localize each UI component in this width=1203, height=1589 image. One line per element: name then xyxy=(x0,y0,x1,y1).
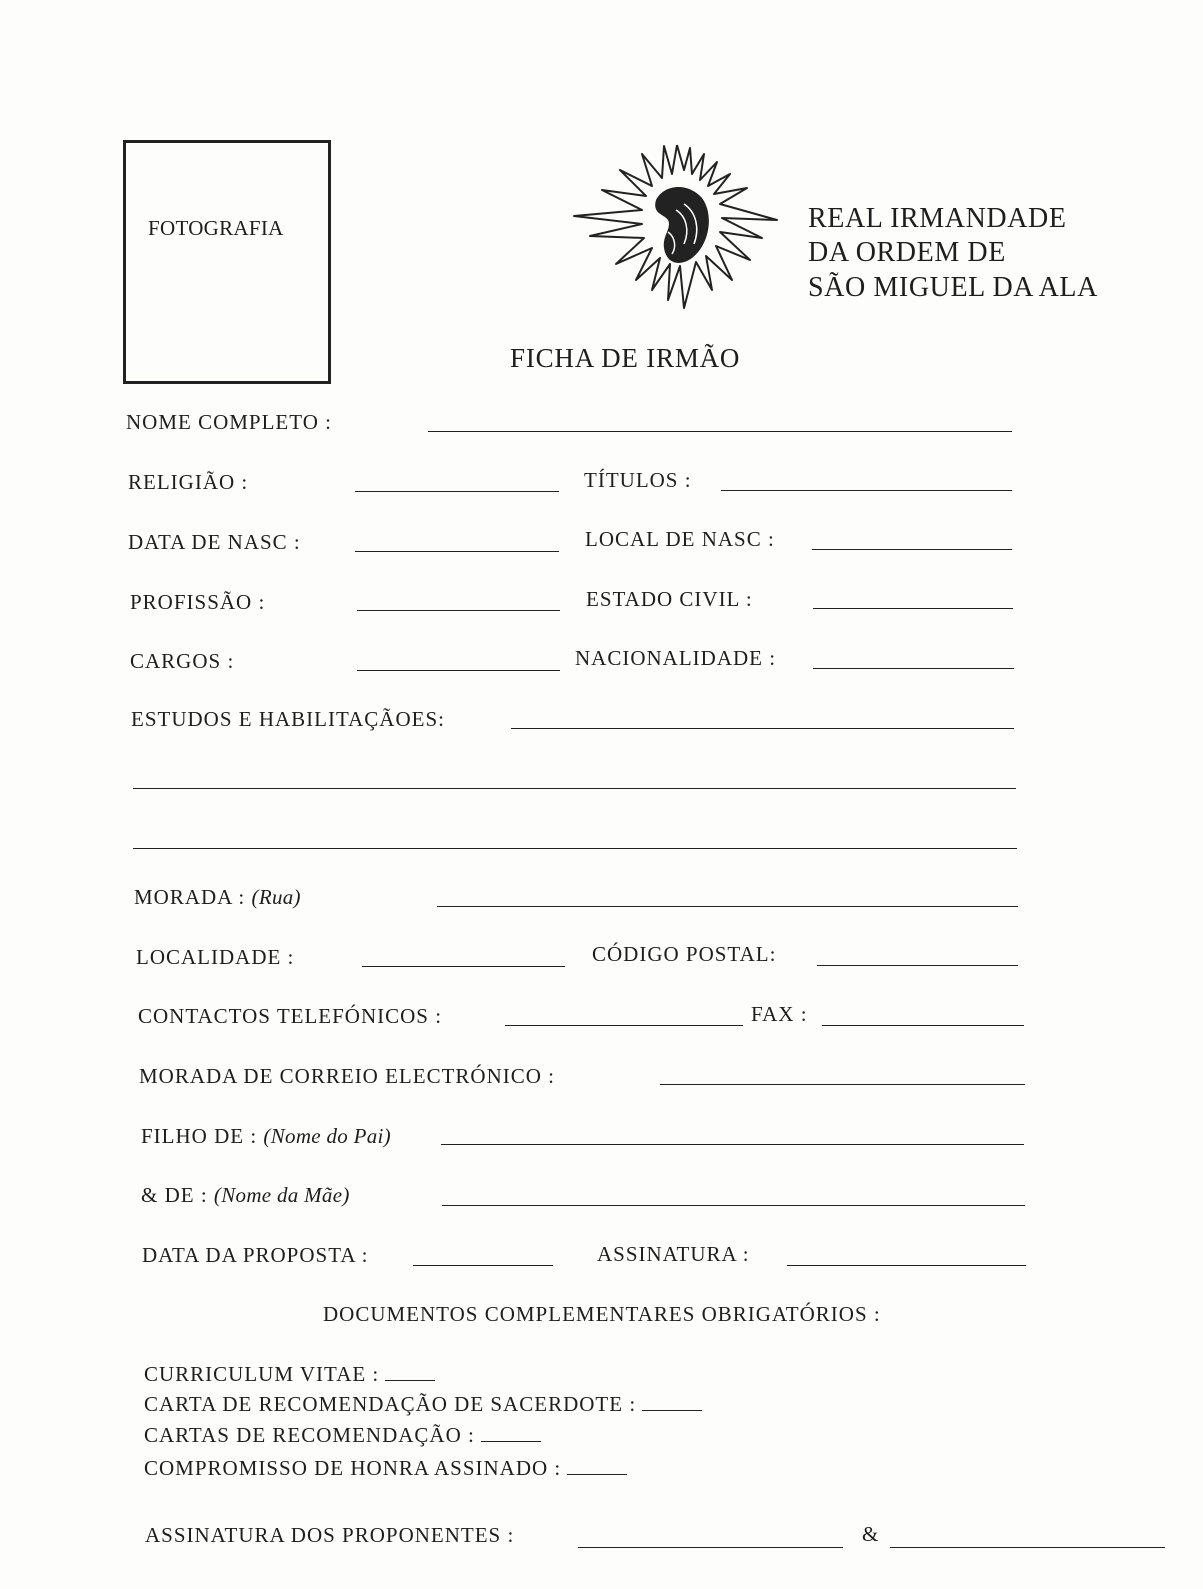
estado-civil-field[interactable] xyxy=(813,608,1013,609)
filho-de-label xyxy=(141,1124,391,1149)
assinatura-label: ASSINATURA : xyxy=(597,1242,750,1266)
e-de-label-text: & DE : xyxy=(141,1183,208,1207)
nacionalidade-field[interactable] xyxy=(813,668,1014,669)
doc-item-label: CARTAS DE RECOMENDAÇÃO : xyxy=(144,1423,475,1447)
documents-title: DOCUMENTOS COMPLEMENTARES OBRIGATÓRIOS : xyxy=(323,1302,881,1326)
contactos-label: CONTACTOS TELEFÓNICOS : xyxy=(138,1004,443,1028)
fax-field[interactable] xyxy=(822,1025,1024,1026)
doc-item-label: COMPROMISSO DE HONRA ASSINADO : xyxy=(144,1456,562,1480)
doc-item-compromisso xyxy=(144,1456,627,1481)
data-nasc-label: DATA DE NASC : xyxy=(128,530,301,554)
e-de-field[interactable] xyxy=(442,1205,1025,1206)
doc-item-cartas xyxy=(144,1423,541,1448)
filho-de-label-text: FILHO DE : xyxy=(141,1124,258,1148)
morada-label xyxy=(134,885,301,910)
doc-item-label: CURRICULUM VITAE : xyxy=(144,1362,380,1386)
profissao-label: PROFISSÃO : xyxy=(130,590,266,614)
doc-item-curriculum xyxy=(144,1362,435,1387)
org-name-line-2: DA ORDEM DE xyxy=(808,237,1006,268)
email-field[interactable] xyxy=(660,1084,1025,1085)
org-name-line-1: REAL IRMANDADE xyxy=(808,203,1067,234)
org-name-line-3: SÃO MIGUEL DA ALA xyxy=(808,272,1098,303)
localidade-field[interactable] xyxy=(362,966,565,967)
local-nasc-field[interactable] xyxy=(812,549,1012,550)
estado-civil-label: ESTADO CIVIL : xyxy=(586,587,753,611)
nome-completo-field[interactable] xyxy=(428,431,1012,432)
filho-de-hint: (Nome do Pai) xyxy=(263,1124,391,1148)
religiao-label: RELIGIÃO : xyxy=(128,470,249,494)
codigo-postal-label: CÓDIGO POSTAL: xyxy=(592,942,777,966)
religiao-field[interactable] xyxy=(355,491,559,492)
form-title: FICHA DE IRMÃO xyxy=(510,343,741,373)
data-proposta-label: DATA DA PROPOSTA : xyxy=(142,1243,369,1267)
estudos-field[interactable] xyxy=(511,728,1014,729)
estudos-field-line-2[interactable] xyxy=(133,788,1016,789)
estudos-field-line-3[interactable] xyxy=(133,848,1017,849)
fax-label: FAX : xyxy=(751,1002,808,1026)
photo-box[interactable] xyxy=(123,140,331,384)
proponente-2-field[interactable] xyxy=(890,1547,1165,1548)
filho-de-field[interactable] xyxy=(441,1144,1024,1145)
e-de-label xyxy=(141,1183,350,1208)
cargos-field[interactable] xyxy=(357,670,560,671)
contactos-field[interactable] xyxy=(505,1025,743,1026)
localidade-label: LOCALIDADE : xyxy=(136,945,295,969)
assinatura-field[interactable] xyxy=(787,1265,1026,1266)
winged-sun-emblem-icon xyxy=(572,140,782,312)
doc-item-label: CARTA DE RECOMENDAÇÃO DE SACERDOTE : xyxy=(144,1392,637,1416)
proponente-1-field[interactable] xyxy=(578,1547,843,1548)
ampersand-label: & xyxy=(862,1522,880,1546)
titulos-label: TÍTULOS : xyxy=(584,468,692,492)
doc-item-checkbox[interactable] xyxy=(642,1409,702,1411)
data-proposta-field[interactable] xyxy=(413,1265,553,1266)
doc-item-carta-sacerdote xyxy=(144,1392,702,1417)
titulos-field[interactable] xyxy=(721,490,1012,491)
nacionalidade-label: NACIONALIDADE : xyxy=(575,646,777,670)
doc-item-checkbox[interactable] xyxy=(567,1473,627,1475)
doc-item-checkbox[interactable] xyxy=(481,1440,541,1442)
nome-completo-label: NOME COMPLETO : xyxy=(126,410,332,434)
morada-hint: (Rua) xyxy=(251,885,301,909)
morada-label-text: MORADA : xyxy=(134,885,246,909)
local-nasc-label: LOCAL DE NASC : xyxy=(585,527,775,551)
proponentes-label: ASSINATURA DOS PROPONENTES : xyxy=(145,1523,515,1547)
estudos-label: ESTUDOS E HABILITAÇÃOES: xyxy=(131,707,445,731)
e-de-hint: (Nome da Mãe) xyxy=(213,1183,350,1207)
doc-item-checkbox[interactable] xyxy=(385,1379,435,1381)
profissao-field[interactable] xyxy=(357,610,560,611)
cargos-label: CARGOS : xyxy=(130,649,235,673)
morada-field[interactable] xyxy=(437,906,1018,907)
data-nasc-field[interactable] xyxy=(355,551,559,552)
photo-label: FOTOGRAFIA xyxy=(148,216,284,240)
email-label: MORADA DE CORREIO ELECTRÓNICO : xyxy=(139,1064,556,1088)
codigo-postal-field[interactable] xyxy=(817,965,1018,966)
